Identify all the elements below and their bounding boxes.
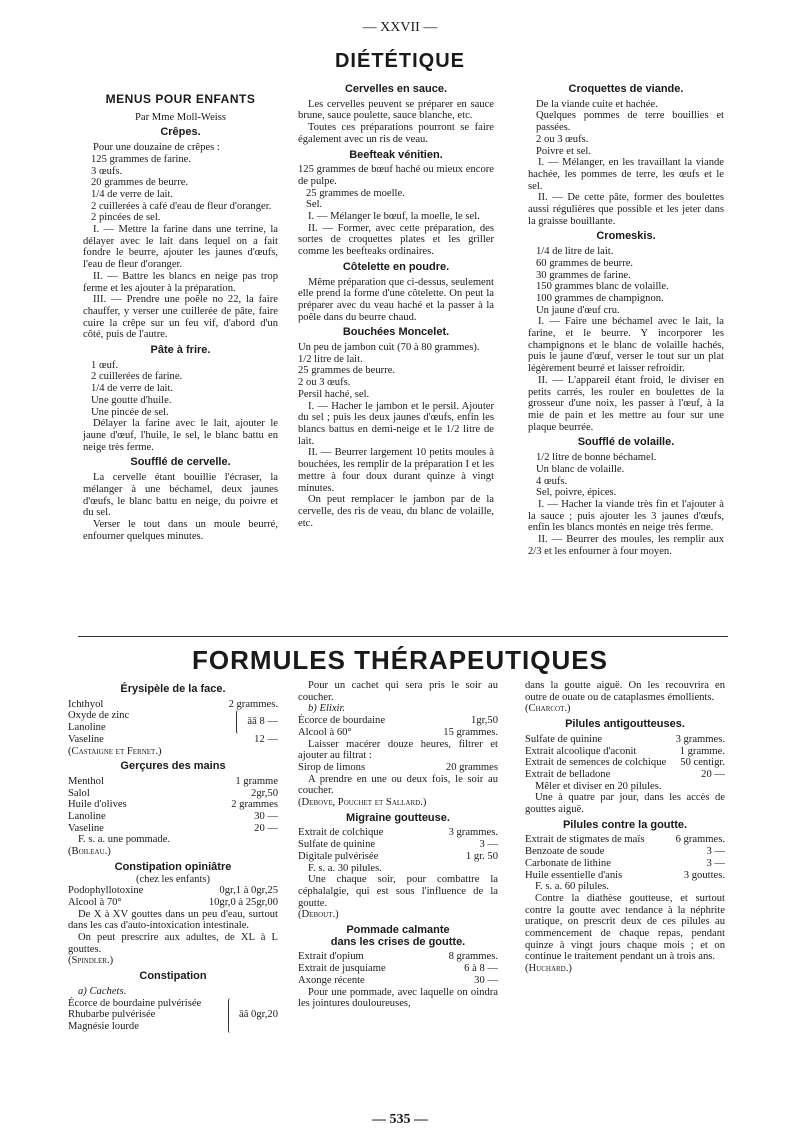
author-signature: (Castaigne et Fernet.): [68, 745, 162, 757]
formula-ingredient: Lanoline: [68, 722, 106, 734]
formula-row: [68, 885, 278, 897]
formula-ingredient: Benzoate de soude: [525, 846, 605, 858]
section-divider: [78, 636, 728, 637]
formula-ingredient: Podophyllotoxine: [68, 885, 144, 897]
paragraph: Une à quatre par jour, dans les accès de gouttes aiguë.: [525, 792, 725, 816]
paragraph: II. — De cette pâte, former des boulettes aussi régulières que possible et les jeter dans la graisse bouillante.: [528, 192, 724, 227]
menus-heading: MENUS POUR ENFANTS: [105, 92, 256, 106]
formula-quantity: 10gr,0 à 25gr,00: [208, 896, 278, 908]
pilules-antigoutteuses-title: Pilules antigoutteuses.: [565, 718, 685, 731]
dietetique-column-2: [298, 80, 494, 529]
formula-ingredient: Huile d'olives: [68, 799, 127, 811]
ingredient: 25 grammes de moelle.: [306, 187, 405, 199]
paragraph: F. s. a. 30 pilules.: [308, 862, 382, 874]
formula-quantity: 8 grammes.: [448, 951, 498, 963]
cervelles-title: Cervelles en sauce.: [344, 83, 448, 95]
formula-quantity: 2gr,50: [251, 787, 278, 799]
ingredient: De la viande cuite et hachée.: [536, 98, 658, 110]
paragraph: A prendre en une ou deux fois, le soir au coucher.: [298, 773, 498, 797]
ingredient: 125 grammes de bœuf haché ou mieux encore de pulpe.: [298, 164, 494, 187]
paragraph: II. — Former, avec cette préparation, des sortes de croquettes plates et les griller comme les beefteaks ordinaires.: [298, 222, 494, 258]
paragraph: Les cervelles peuvent se préparer en sauce brune, sauce poulette, sauce blanche, etc.: [298, 98, 494, 122]
paragraph: dans la goutte aiguë. On les recouvrira en outre de ouate ou de cataplasmes émollients.: [525, 680, 725, 703]
ingredient: Quelques pommes de terre bouillies et passées.: [536, 110, 724, 134]
author-signature: (Huchard.): [525, 963, 572, 975]
migraine-title: Migraine goutteuse.: [346, 811, 450, 824]
author-signature: (Spindler.): [68, 955, 114, 967]
formula-quantity: 3 —: [706, 857, 725, 869]
formula-ingredient: Rhubarbe pulvérisée: [68, 1009, 156, 1021]
formula-row: [68, 699, 278, 711]
author-signature: (Boileau.): [68, 846, 111, 858]
paragraph: Contre la diathèse goutteuse, et surtout contre la goutte avec tendance à la néphrite uratique, on prescrit deux de ces pilules au commencement de chaque repas, pendant quinze à vingt jours chaque mois ; et on continue le traitement pendant un à trois ans.: [525, 892, 725, 963]
formula-quantity: 3 grammes.: [448, 827, 498, 839]
formula-row: [525, 846, 725, 858]
formula-row: [68, 776, 278, 788]
author-signature: (Debove, Pouchet et Sallard.): [298, 797, 427, 809]
formula-quantity: āā 8 —: [247, 716, 278, 728]
paragraph: Pour une pommade, avec laquelle on oindra les jointures douloureuses,: [298, 986, 498, 1010]
formula-quantity: 20 grammes: [445, 761, 498, 773]
formula-ingredient: Extrait de belladone: [525, 768, 611, 780]
formula-row: [68, 799, 278, 811]
formula-quantity: 1 gramme: [235, 775, 278, 787]
ingredient: Une pincée de sel.: [91, 406, 169, 418]
formula-quantity: 20 —: [254, 822, 278, 834]
dietetique-column-1: [83, 92, 278, 542]
cotelette-title: Côtelette en poudre.: [342, 260, 450, 273]
ingredient: 2 ou 3 œufs.: [298, 377, 351, 389]
ingredient: 2 pincées de sel.: [91, 212, 161, 224]
ingredient: 25 grammes de beurre.: [298, 365, 396, 377]
formula-row: [298, 951, 498, 963]
ingredient: 20 grammes de beurre.: [91, 177, 189, 189]
constipation-opiniatre-title: Constipation opiniâtre: [114, 860, 232, 873]
paragraph: F. s. a. une pommade.: [78, 834, 171, 846]
formula-brace-group: [68, 998, 278, 1033]
formula-quantity: 1 gramme.: [679, 745, 725, 757]
ingredient: Un peu de jambon cuit (70 à 80 grammes).: [298, 342, 480, 354]
byline: Par Mme Moll-Weiss: [135, 111, 226, 123]
paragraph: I. — Mélanger le bœuf, la moelle, le sel.: [308, 211, 480, 223]
ingredient: 2 ou 3 œufs.: [536, 133, 589, 145]
formula-row: [298, 762, 498, 774]
formula-row: [525, 734, 725, 746]
ingredient: Une goutte d'huile.: [91, 394, 172, 406]
formula-ingredient: Salol: [68, 787, 90, 799]
beefteak-title: Beefteak vénitien.: [349, 148, 443, 161]
paragraph: II. — Beurrer des moules, les remplir aux 2/3 et les enfourner à four moyen.: [528, 534, 724, 557]
paragraph: I. — Hacher le jambon et le persil. Ajouter du sel ; puis les deux jaunes d'œufs, enfin les blancs battus en demi-neige et le 1/2 litre de lait.: [298, 400, 494, 447]
paragraph: Même préparation que ci-dessus, seulement elle prend la forme d'une côtelette. On peut la préparer avec du veau haché et la passer à la poêle dans du beurre chaud.: [298, 276, 494, 323]
formula-ingredient: Ichthyol: [68, 698, 104, 710]
paragraph: I. — Hacher la viande très fin et l'ajouter à la sauce ; puis ajouter les 3 jaunes d'œufs, enfin les blancs montés en neige très ferme.: [528, 498, 724, 534]
souffle-volaille-title: Soufflé de volaille.: [577, 436, 675, 449]
formula-ingredient: Écorce de bourdaine pulvérisée: [68, 997, 202, 1009]
ingredient: 60 grammes de beurre.: [536, 257, 634, 269]
paragraph: Mêler et diviser en 20 pilules.: [535, 780, 662, 792]
formula-quantity: 2 grammes: [231, 799, 278, 811]
formula-row: [298, 839, 498, 851]
cromeskis-title: Cromeskis.: [596, 230, 656, 243]
formula-ingredient: Axonge récente: [298, 974, 365, 986]
formula-row: [525, 769, 725, 781]
formula-row: [298, 975, 498, 987]
paragraph: I. — Mettre la farine dans une terrine, la délayer avec le lait dans lequel on a fait fondre le beurre, ajouter les jaunes d'œufs, l'eau de fleur d'oranger.: [83, 224, 278, 271]
paragraph: II. — Beurrer largement 10 petits moules à bouchées, les remplir de la préparation I et les mettre à four doux durant quinze à vingt minutes.: [298, 447, 494, 494]
page-title: DIÉTÉTIQUE: [334, 50, 465, 72]
formula-ingredient: Menthol: [68, 775, 104, 787]
paragraph: Une chaque soir, pour combattre la céphalalgie, qui est sous l'influence de la goutte.: [298, 874, 498, 909]
formula-ingredient: Lanoline: [68, 811, 106, 823]
paragraph: I. — Faire une béchamel avec le lait, la farine, et le beurre. Y incorporer les champignons et le blanc de volaille hachés, puis le jaune d'œuf, verser le tout sur un plat légèrement beurré et laisser refroidir.: [528, 316, 724, 375]
constipation-title: Constipation: [139, 970, 207, 983]
paragraph: II. — Battre les blancs en neige pas trop ferme et les ajouter à la préparation.: [83, 270, 278, 294]
paragraph: Laisser macérer douze heures, filtrer et ajouter au filtrat :: [298, 738, 498, 762]
formula-quantity: 3 grammes.: [675, 733, 725, 745]
subheading: a) Cachets.: [78, 985, 127, 997]
formula-row: [68, 788, 278, 800]
formula-quantity: 15 grammes.: [443, 726, 498, 738]
author-signature: (Charcot.): [525, 703, 571, 715]
formula-brace-group: [68, 710, 278, 733]
pilules-contre-goutte-title: Pilules contre la goutte.: [562, 818, 688, 831]
formula-ingredient: Extrait de semences de colchique: [525, 757, 667, 769]
formula-ingredient: Vaseline: [68, 822, 104, 834]
ingredient: Sel.: [306, 199, 323, 211]
ingredient: 100 grammes de champignon.: [536, 292, 664, 304]
formula-row: [298, 715, 498, 727]
formula-quantity: 3 —: [706, 846, 725, 858]
paragraph: On peut prescrire aux adultes, de XL à L gouttes.: [68, 932, 278, 955]
pate-title: Pâte à frire.: [150, 344, 211, 357]
formules-column-3: [525, 680, 725, 975]
pommade-title-line-2: dans les crises de goutte.: [330, 935, 466, 948]
formula-ingredient: Sirop de limons: [298, 761, 366, 773]
paragraph: Délayer la farine avec le lait, ajouter le jaune d'œuf, l'huile, le sel, le blanc battu en neige très ferme.: [83, 418, 278, 453]
ingredient: 1/4 de verre de lait.: [91, 188, 174, 200]
ingredient: Poivre et sel.: [536, 145, 592, 157]
formula-row: [525, 834, 725, 846]
ingredient: 30 grammes de farine.: [536, 269, 631, 281]
crepes-intro: Pour une douzaine de crêpes :: [93, 142, 220, 154]
formula-ingredient: Sulfate de quinine: [298, 839, 376, 851]
paragraph: Pour un cachet qui sera pris le soir au coucher.: [298, 680, 498, 703]
ingredient: 1/4 de litre de lait.: [536, 246, 614, 258]
formula-quantity: 2 grammes.: [228, 698, 278, 710]
formula-row: [298, 851, 498, 863]
formula-quantity: 0gr,1 à 0gr,25: [219, 885, 278, 897]
formula-ingredient: Extrait de jusquiame: [298, 963, 386, 975]
formula-ingredient: Alcool à 70°: [68, 896, 122, 908]
paragraph: III. — Prendre une poêle no 22, la faire chauffer, y verser une cuillerée de pâte, faire cuire la crêpe sur un feu vif, d'abord d'un côté, puis de l'autre.: [83, 294, 278, 341]
author-signature: (Debout.): [298, 909, 339, 921]
formula-quantity: 3 gouttes.: [683, 869, 725, 881]
erysipele-title: Érysipèle de la face.: [120, 683, 226, 695]
formula-quantity: 30 —: [254, 811, 278, 823]
formula-quantity: 50 centigr.: [680, 757, 725, 769]
ingredient: 4 œufs.: [536, 475, 568, 487]
ingredient: Un jaune d'œuf cru.: [536, 304, 620, 316]
formula-ingredient: Oxyde de zinc: [68, 710, 130, 722]
ingredient: 150 grammes blanc de volaille.: [536, 281, 669, 293]
ingredient: Sel, poivre, épices.: [536, 487, 617, 499]
formula-row: [525, 858, 725, 870]
formula-row: [68, 897, 278, 909]
paragraph: II. — L'appareil étant froid, le diviser en petits carrés, les rouler en boulettes de la grosseur d'une noix, les passer à l'œuf, à la mie de pain et les mettre au four sur une plaque beurrée.: [528, 374, 724, 433]
formula-row: [68, 823, 278, 835]
formula-ingredient: Extrait d'opium: [298, 951, 364, 963]
formula-quantity: 6 à 8 —: [464, 963, 498, 975]
paragraph: De X à XV gouttes dans un peu d'eau, surtout dans les cas d'auto-intoxication intestinale.: [68, 908, 278, 932]
bouchees-title: Bouchées Moncelet.: [342, 326, 450, 339]
formula-ingredient: Magnésie lourde: [68, 1020, 139, 1032]
formula-row: [68, 734, 278, 746]
pommade-title: Pommade calmante: [346, 924, 450, 937]
formula-ingredient: Extrait alcoolique d'aconit: [525, 745, 637, 757]
page-header-roman: — XXVII —: [362, 20, 438, 35]
formula-row: [525, 746, 725, 758]
souffle-cervelle-title: Soufflé de cervelle.: [130, 456, 231, 469]
ingredient: Persil haché, sel.: [298, 388, 370, 400]
paragraph: On peut remplacer le jambon par de la cervelle, des ris de veau, du blanc de volaille, etc.: [298, 494, 494, 529]
paragraph: Toutes ces préparations pourront se faire également avec un ris de veau.: [298, 122, 494, 145]
ingredient: 3 œufs.: [91, 165, 123, 177]
formula-quantity: 30 —: [474, 974, 498, 986]
formula-quantity: 1gr,50: [471, 715, 498, 727]
formula-row: [68, 811, 278, 823]
ingredient: 1/4 de verre de lait.: [91, 383, 174, 395]
formula-quantity: 20 —: [701, 768, 725, 780]
formula-ingredient: Extrait de stigmates de maïs: [525, 834, 645, 846]
formula-quantity: 1 gr. 50: [465, 850, 498, 862]
dietetique-column-3: [528, 80, 724, 557]
formula-row: [525, 870, 725, 882]
gercures-title: Gerçures des mains: [120, 760, 226, 773]
ingredient: 1 œuf.: [91, 359, 119, 371]
formula-row: [298, 827, 498, 839]
croquettes-title: Croquettes de viande.: [568, 83, 684, 95]
formula-ingredient: Extrait de colchique: [298, 827, 384, 839]
paragraph: I. — Mélanger, en les travaillant la viande hachée, les pommes de terre, les œufs et le sel.: [528, 157, 724, 192]
formules-column-1: [68, 680, 278, 1033]
ingredient: 2 cuillerées de farine.: [91, 371, 183, 383]
ingredient: 1/2 litre de lait.: [298, 353, 363, 365]
subtitle: (chez les enfants): [135, 873, 211, 885]
formula-ingredient: Alcool à 60°: [298, 726, 352, 738]
formula-row: [525, 757, 725, 769]
paragraph: La cervelle étant bouillie l'écraser, la mélanger à une béchamel, deux jaunes d'œufs, le blanc battu en neige, du poivre et du sel.: [83, 472, 278, 519]
formula-ingredient: Huile essentielle d'anis: [525, 869, 623, 881]
formula-ingredient: Carbonate de lithine: [525, 857, 611, 869]
ingredient: 2 cuillerées à café d'eau de fleur d'oranger.: [91, 200, 272, 212]
formula-quantity: 6 grammes.: [675, 834, 725, 846]
ingredient: Un blanc de volaille.: [536, 463, 625, 475]
formula-quantity: 3 —: [479, 839, 498, 851]
paragraph: F. s. a. 60 pilules.: [535, 881, 609, 893]
formules-title: FORMULES THÉRAPEUTIQUES: [192, 645, 608, 675]
formula-quantity: 12 —: [254, 733, 278, 745]
page-number: — 535 —: [372, 1112, 428, 1127]
paragraph: Verser le tout dans un moule beurré, enfourner quelques minutes.: [83, 518, 278, 542]
formula-ingredient: Digitale pulvérisée: [298, 850, 379, 862]
ingredient: 125 grammes de farine.: [91, 153, 192, 165]
formula-row: [298, 963, 498, 975]
ingredient: 1/2 litre de bonne béchamel.: [536, 452, 657, 464]
formula-ingredient: Écorce de bourdaine: [298, 715, 386, 727]
formula-ingredient: Sulfate de quinine: [525, 733, 603, 745]
formula-quantity: āā 0gr,20: [239, 1009, 278, 1021]
formula-row: [298, 727, 498, 739]
crepes-title: Crêpes.: [160, 126, 201, 139]
formules-column-2: [298, 680, 498, 1010]
formula-ingredient: Vaseline: [68, 733, 104, 745]
subheading: b) Elixir.: [308, 703, 346, 715]
